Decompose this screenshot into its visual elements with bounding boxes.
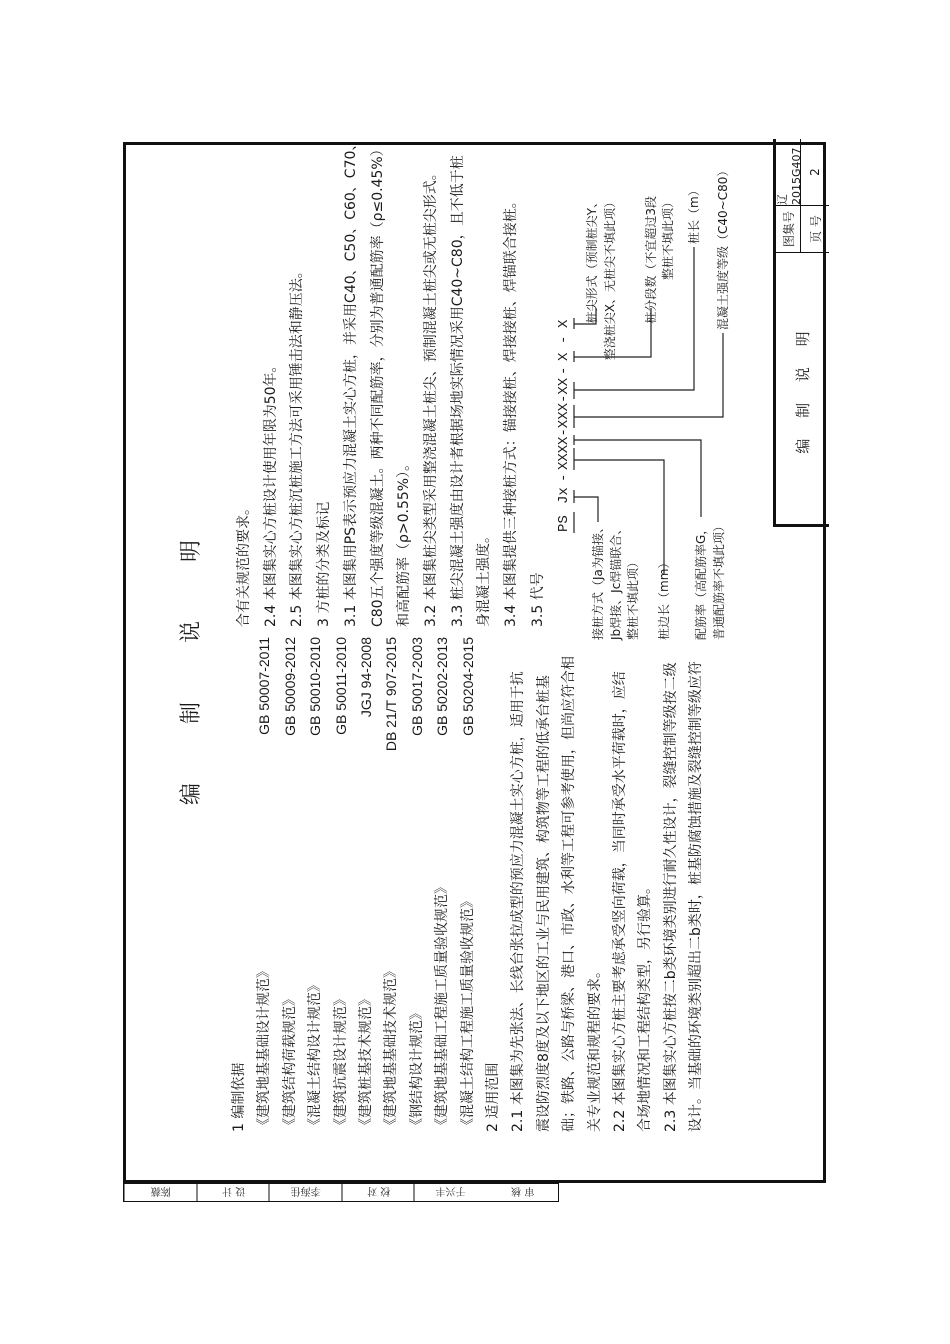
legend-segments-1: 桩分段数（不宜超过3段 (644, 196, 658, 324)
legend-reinforcement-1: 配筋率（高配筋率G， (694, 522, 708, 640)
code-token-side: XXX (556, 444, 572, 470)
code-token-group: X-XXX-XX (556, 377, 572, 445)
legend-reinforcement-2: 普通配筋率不填此项） (712, 519, 726, 640)
line-text: 3.1 本图集用PS表示预应力混凝土实心方桩，并采用C40、C50、C60、C70、 (342, 136, 359, 627)
standard-code: GB 50011-2010 (332, 637, 349, 735)
line-text: 《建筑桩基技术规范》 (358, 992, 374, 1132)
legend-concrete: 混凝土强度等级（C40~C80） (716, 164, 730, 330)
code-token-dash: - (556, 366, 572, 375)
legend-tip-1: 桩尖形式（预制桩尖Y、 (585, 196, 599, 324)
page-title: 编 制 说 明 (179, 514, 204, 805)
line-text: 2.3 本图集实心方桩按二b类环境类别进行耐久性设计，裂缝控制等级按二级 (662, 662, 679, 1132)
legend-side: 桩边长（mm） (657, 556, 671, 640)
line-text: C80五个强度等级混凝土。两种不同配筋率，分别为普通配筋率（ρ≤0.45%） (369, 142, 386, 627)
signature-strip (123, 1183, 559, 1202)
line-text: 3 方桩的分类及标记 (316, 501, 333, 627)
legend-joint-1: 接桩方式（Ja为锚接、 (591, 521, 605, 640)
atlas-number-label: 图集号 (776, 205, 801, 252)
standard-code: JGJ 94-2008 (358, 637, 374, 718)
line-text: 2.2 本图集实心方桩主要考虑承受竖向荷载，当同时承受水平荷载时，应结 (612, 671, 628, 1132)
line-text: 《混凝土结构设计规范》 (307, 978, 324, 1132)
legend-tip-2: 整浇桩尖X、无桩尖不填此项） (603, 196, 617, 361)
designer-label: 设 计 (197, 1184, 270, 1201)
line-text: 《建筑地基基础技术规范》 (383, 964, 400, 1132)
code-token-dash: - (556, 473, 572, 482)
leader-reinforcement (574, 440, 701, 517)
line-text: 《建筑地基基础设计规范》 (256, 964, 273, 1132)
leader-concrete (574, 333, 723, 417)
standard-code: GB 50007-2011 (256, 637, 273, 735)
checker-label: 校 对 (342, 1184, 415, 1201)
standard-code: GB 50202-2013 (434, 637, 451, 736)
line-text: 《建筑抗震设计规范》 (332, 992, 349, 1132)
line-text: 合场地情况和工程结构类型，另行验算。 (637, 880, 654, 1132)
leader-joint (574, 497, 598, 522)
signature-reviewer-name: 于兴丰 (414, 1184, 487, 1201)
line-text: 身混凝土强度。 (476, 529, 493, 627)
signature-checker-name: 李海佳 (269, 1184, 342, 1201)
line-text: 3.2 本图集桩尖类型采用整浇混凝土桩尖、预制混凝土桩尖或无桩尖形式。 (422, 166, 439, 627)
line-text: 合有关规范的要求。 (236, 501, 252, 627)
standard-code: DB 21/T 907-2015 (383, 637, 400, 752)
line-text: 《建筑结构荷载规范》 (281, 992, 298, 1132)
code-token-joint: Jx (556, 487, 572, 504)
signature-designer-name: 陈薇 (124, 1184, 197, 1201)
line-text: 震设防烈度8度及以下地区的工业与民用建筑、构筑物等工程的低承台桩基 (535, 675, 552, 1132)
line-text: 设计。当基础的环境类别超出二b类时，桩基防腐蚀措施及裂缝控制等级应符 (688, 661, 705, 1132)
legend-joint-2: Jb焊接、Jc焊锚联合、 (609, 522, 623, 640)
line-text: 1 编制依据 (231, 1062, 247, 1132)
line-text: 3.5 代号 (529, 572, 546, 627)
standard-code: GB 50009-2012 (281, 637, 298, 736)
page-number-label: 页 号 (801, 205, 829, 252)
line-text: 《建筑地基基础工程施工质量验收规范》 (434, 880, 451, 1132)
line-text: 2.5 本图集实心方桩沉桩施工方法可采用锤击法和静压法。 (289, 264, 306, 627)
code-token-tip: X (556, 319, 572, 328)
reviewer-label: 审 核 (510, 1185, 534, 1196)
code-token-dash: - (556, 335, 572, 344)
title-block (773, 139, 829, 527)
title-block-sheet-title: 编 制 说 明 (776, 252, 829, 524)
drawing-sheet (123, 136, 826, 1183)
standard-code: GB 50204-2015 (459, 637, 476, 736)
legend-joint-3: 整桩不填此项） (626, 555, 640, 640)
line-text: 2 适用范围 (485, 1062, 501, 1132)
line-text: 《混凝土结构工程施工质量验收规范》 (459, 894, 476, 1132)
legend-length: 桩长（m） (687, 184, 701, 244)
code-token-ps: PS (556, 515, 572, 532)
atlas-number: 辽2015G407 (776, 139, 801, 205)
line-text: 础；铁路、公路与桥梁、港口、市政、水利等工程可参考使用，但尚应符合相 (561, 656, 578, 1132)
legend-segments-2: 整桩不填此项） (661, 196, 675, 281)
line-text: 2.4 本图集实心方桩设计使用年限为50年。 (262, 358, 279, 627)
page-number: 2 (808, 168, 822, 176)
line-text: 2.1 本图集为先张法、长线台张拉成型的预应力混凝土实心方桩，适用于抗 (510, 671, 527, 1132)
standard-code: GB 50017-2003 (408, 637, 425, 736)
standard-code: GB 50010-2010 (307, 637, 324, 736)
line-text: 《钢结构设计规范》 (408, 1006, 425, 1132)
line-text: 3.3 桩尖混凝土强度由设计者根据场地实际情况采用C40~C80，且不低于桩 (449, 155, 466, 627)
line-text: 关专业规范和规程的要求。 (586, 964, 603, 1132)
line-text: 和高配筋率（ρ>0.55%）。 (396, 456, 413, 627)
line-text: 3.4 本图集提供三种接桩方式：锚接接桩、焊接接桩、焊锚联合接桩。 (503, 194, 519, 627)
code-token-segments: X (556, 352, 572, 361)
